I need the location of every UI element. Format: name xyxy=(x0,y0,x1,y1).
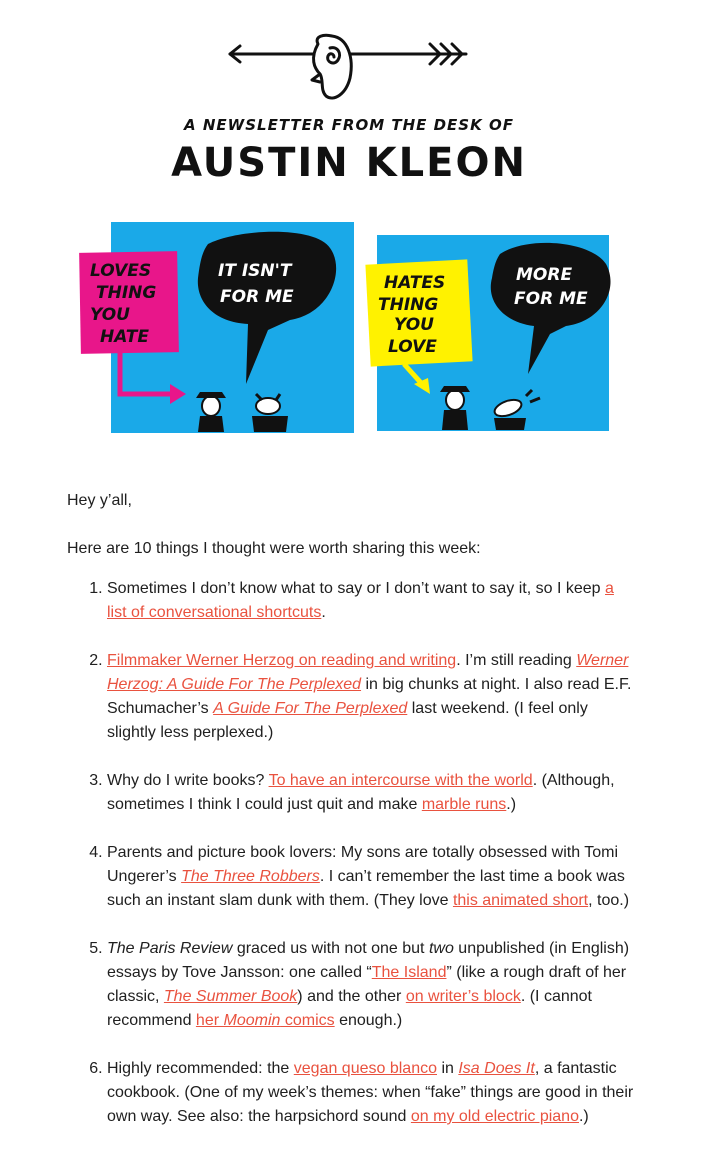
label-box-line: YOU xyxy=(394,315,434,335)
link-isa-does-it[interactable]: Isa Does It xyxy=(458,1060,535,1077)
link-old-electric-piano[interactable]: on my old electric piano xyxy=(410,1108,579,1125)
label-box-line: HATE xyxy=(100,327,149,347)
link-moomin-comics[interactable]: her Moomin comics xyxy=(195,1012,335,1029)
comic-panel-left xyxy=(79,222,354,433)
label-box-line: HATES xyxy=(384,273,446,293)
speech-line: FOR ME xyxy=(220,287,294,307)
link-the-island[interactable]: The Island xyxy=(371,964,447,981)
label-box-line: THING xyxy=(378,295,439,315)
link-herzog-reading-writing[interactable]: Filmmaker Werner Herzog on reading and writing xyxy=(107,652,457,669)
link-vegan-queso-blanco[interactable]: vegan queso blanco xyxy=(293,1060,437,1077)
link-summer-book[interactable]: The Summer Book xyxy=(163,988,298,1005)
list-item: 1. Sometimes I don’t know what to say or I don’t want to say it, so I keep a list of conversational shortcuts. xyxy=(107,577,637,625)
list-item: 2. Filmmaker Werner Herzog on reading and writing. I’m still reading Werner Herzog: A Guide For The Perplexed in big chunks at night. I also read E.F. Schumacher’s A Guide For The Perplexed last weekend. (I feel only slightly less perplexed.) xyxy=(107,649,637,745)
speech-line: MORE xyxy=(516,265,573,285)
link-three-robbers[interactable]: The Three Robbers xyxy=(181,868,320,885)
link-writers-block[interactable]: on writer’s block xyxy=(405,988,521,1005)
label-box-line: YOU xyxy=(90,305,130,325)
link-conversational-shortcuts[interactable]: a list of conversational shortcuts xyxy=(107,580,614,621)
link-animated-short[interactable]: this animated short xyxy=(452,892,589,909)
list-item: 6. Highly recommended: the vegan queso blanco in Isa Does It, a fantastic cookbook. (One of my week’s themes: when “fake” things are good in their own way. See also: the harpsichord sound on my old electric piano.) xyxy=(107,1057,637,1129)
speech-line: FOR ME xyxy=(514,289,588,309)
speech-line: IT ISN'T xyxy=(218,261,292,281)
link-intercourse-with-world[interactable]: To have an intercourse with the world xyxy=(268,772,533,789)
list-item: 4. Parents and picture book lovers: My sons are totally obsessed with Tomi Ungerer’s The Three Robbers. I can’t remember the last time a book was such an instant slam dunk with them. (They love this animated short, too.) xyxy=(107,841,637,913)
link-schumacher-guide-book[interactable]: A Guide For The Perplexed xyxy=(213,700,408,717)
header-tagline: A NEWSLETTER FROM THE DESK OF xyxy=(184,116,514,134)
greeting: Hey y’all, xyxy=(67,492,132,509)
label-box-line: LOVE xyxy=(388,337,437,357)
things-list xyxy=(67,577,637,1153)
link-herzog-guide-book[interactable]: Werner Herzog: A Guide For The Perplexed xyxy=(107,652,629,693)
link-marble-runs[interactable]: marble runs xyxy=(421,796,507,813)
list-item: 3. Why do I write books? To have an intercourse with the world. (Although, sometimes I think I could just quit and make marble runs.) xyxy=(107,769,637,817)
header-title: AUSTIN KLEON xyxy=(171,140,527,186)
list-item: 5. The Paris Review graced us with not one but two unpublished (in English) essays by Tove Jansson: one called “The Island” (like a rough draft of her classic, The Summer Book) and the other on writer’s block. (I cannot recommend her Moomin comics enough.) xyxy=(107,937,637,1033)
comic-illustration xyxy=(0,0,722,460)
comic-panel-right xyxy=(365,235,610,431)
intro-text: Here are 10 things I thought were worth sharing this week: xyxy=(67,540,481,557)
label-box-line: LOVES xyxy=(90,261,152,281)
label-box-line: THING xyxy=(96,283,157,303)
